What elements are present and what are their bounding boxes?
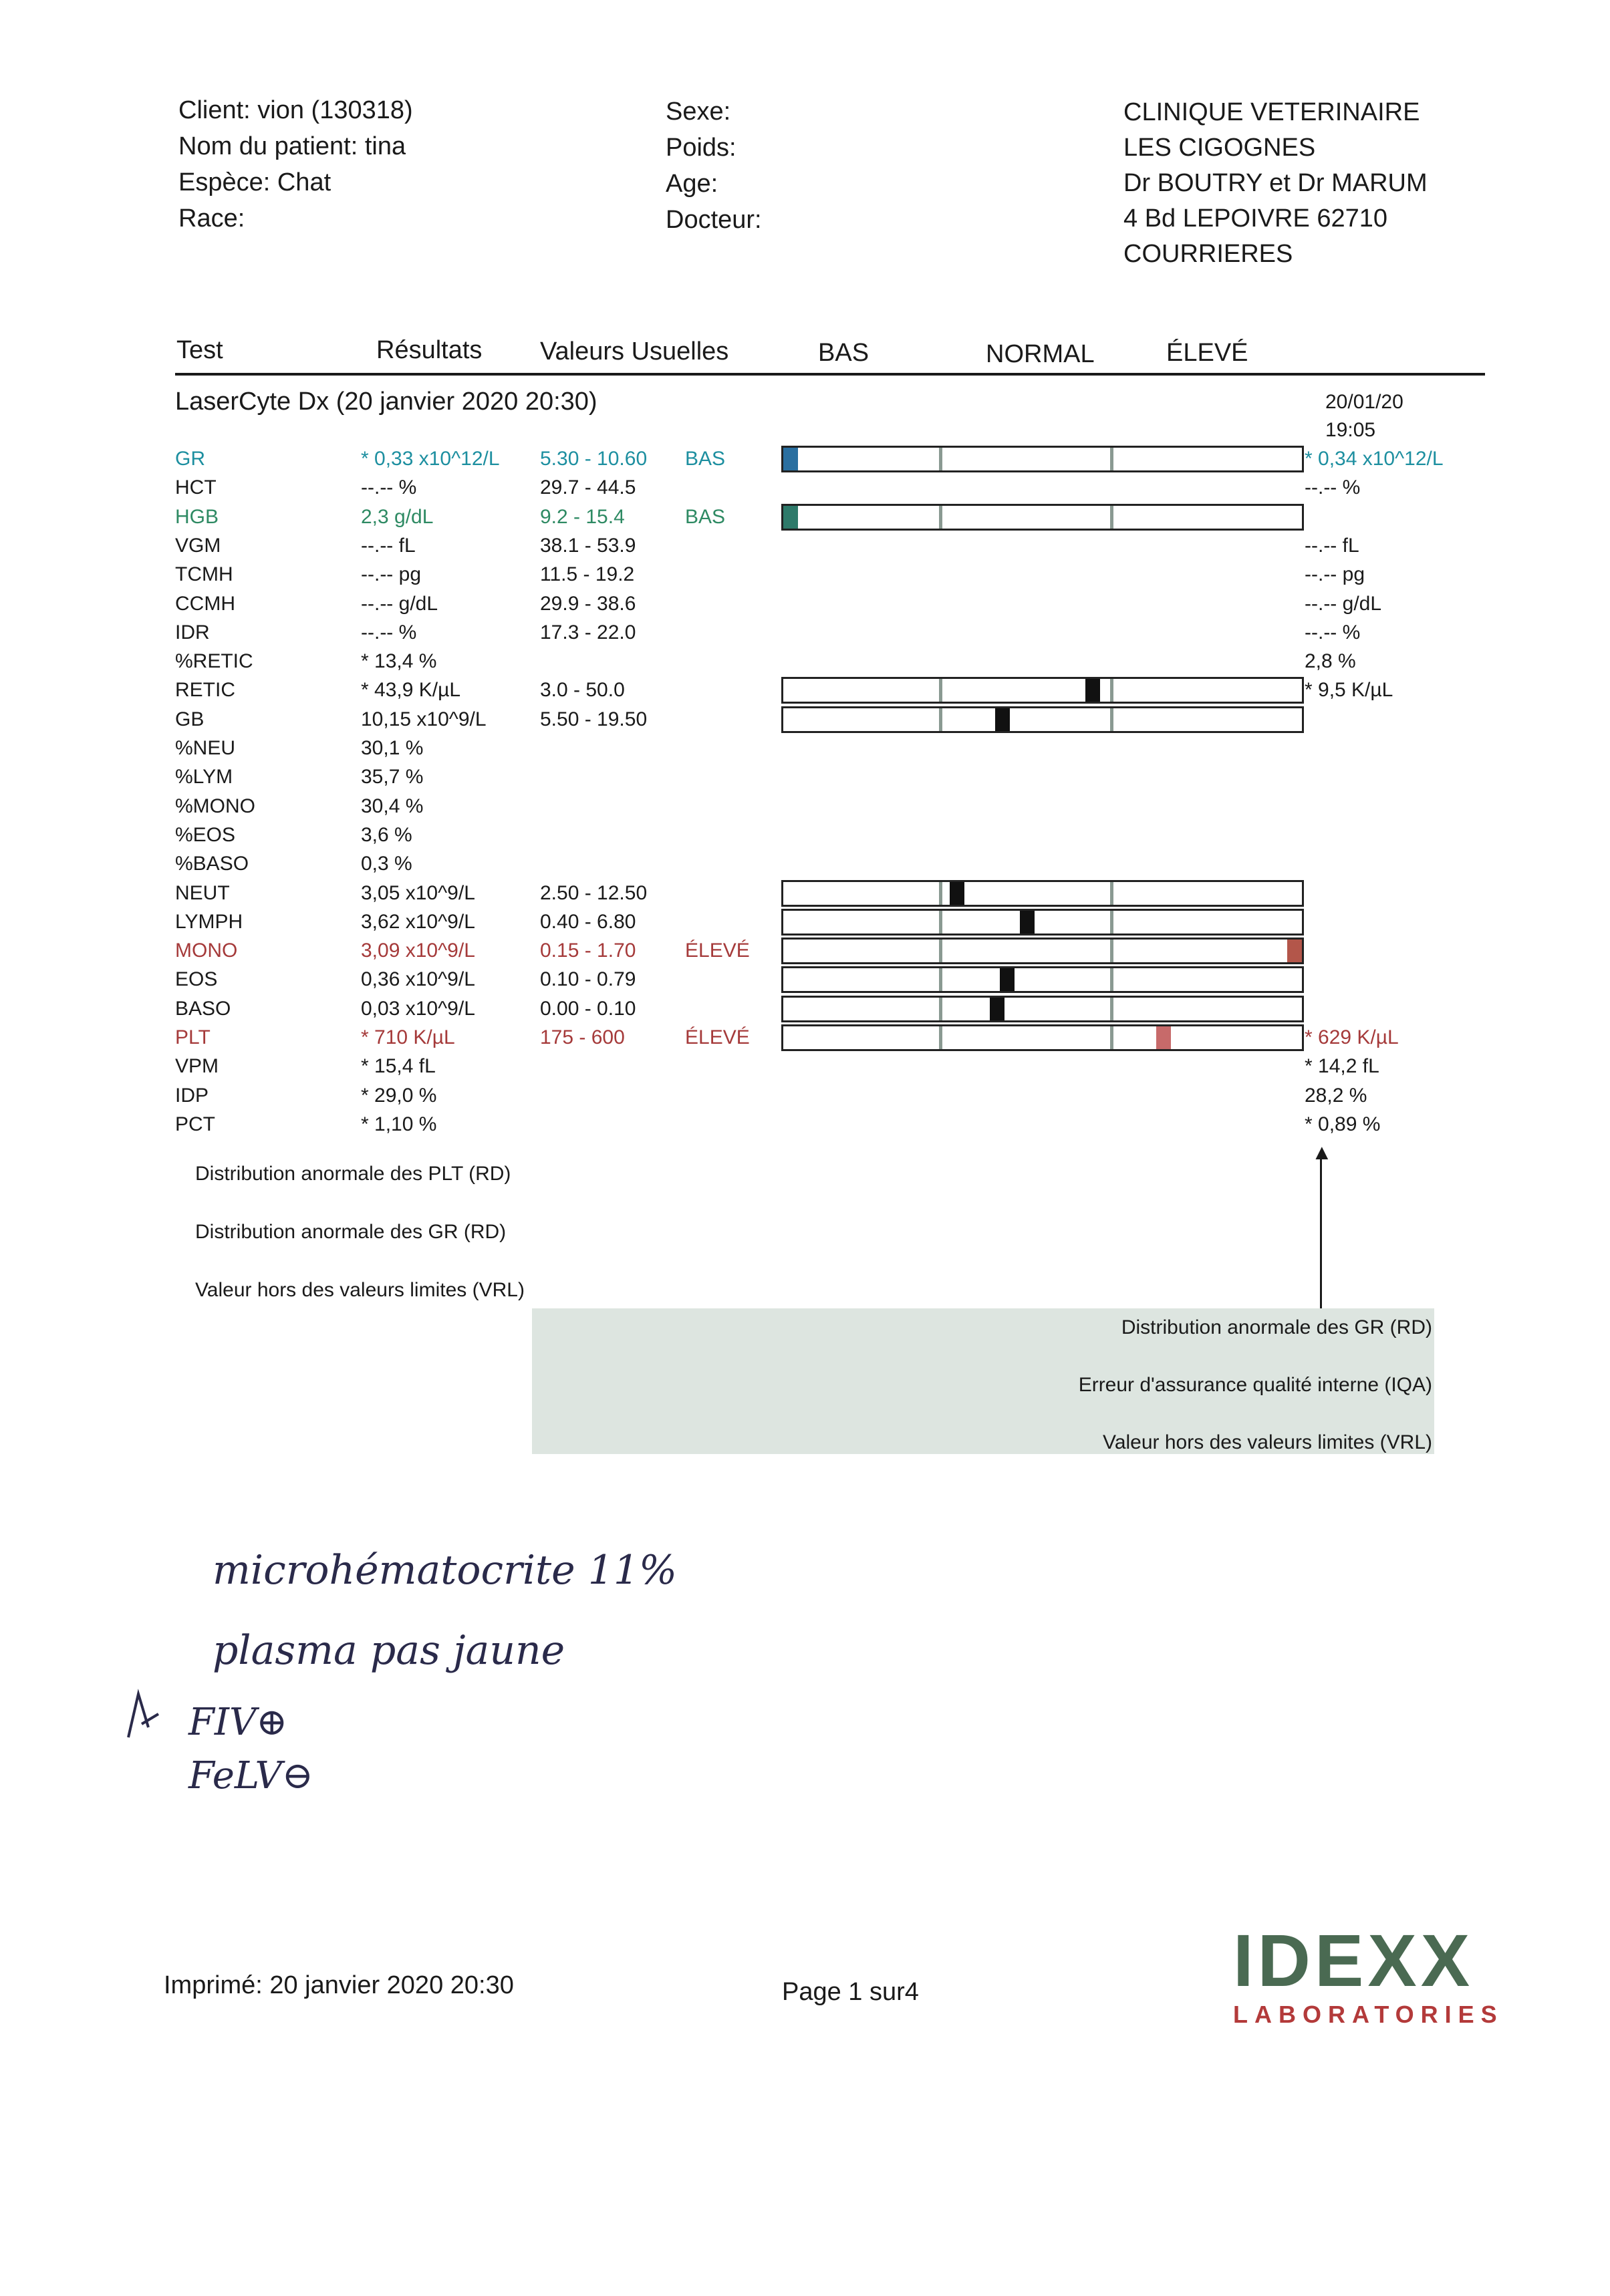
test-name: %NEU <box>175 737 236 759</box>
clinic-line: COURRIERES <box>1123 240 1293 268</box>
test-result: * 43,9 K/µL <box>361 679 461 702</box>
prev-note: Distribution anormale des GR (RD) <box>1121 1316 1432 1338</box>
species-line: Espèce: Chat <box>178 168 331 196</box>
test-result: 30,4 % <box>361 795 424 817</box>
sex-line: Sexe: <box>666 98 731 126</box>
test-range: 0.00 - 0.10 <box>540 997 636 1020</box>
printed-date: Imprimé: 20 janvier 2020 20:30 <box>164 1971 514 1999</box>
test-range: 0.40 - 6.80 <box>540 910 636 933</box>
test-result: * 0,33 x10^12/L <box>361 448 500 470</box>
test-range: 11.5 - 19.2 <box>540 563 635 586</box>
gauge-divider <box>939 1026 942 1049</box>
test-range: 0.10 - 0.79 <box>540 968 636 991</box>
test-name: %BASO <box>175 853 249 875</box>
gauge-marker <box>990 998 1004 1020</box>
handwritten-fiv: FIV⊕ <box>188 1701 288 1744</box>
col-high: ÉLEVÉ <box>1166 339 1248 367</box>
test-range: 9.2 - 15.4 <box>540 505 625 528</box>
note-vrl: Valeur hors des valeurs limites (VRL) <box>195 1279 525 1301</box>
range-gauge <box>781 677 1304 704</box>
gauge-divider <box>1110 1026 1113 1049</box>
weight-line: Poids: <box>666 134 736 162</box>
clinic-address <box>1123 95 1428 272</box>
test-result: * 1,10 % <box>361 1113 437 1135</box>
gauge-divider <box>939 679 942 702</box>
range-gauge <box>781 504 1304 531</box>
test-range: 2.50 - 12.50 <box>540 881 648 904</box>
handwritten-note: microhématocrite 11% <box>213 1547 678 1594</box>
gauge-marker <box>1156 1026 1171 1049</box>
gauge-divider <box>939 940 942 962</box>
notes <box>195 1163 525 1302</box>
patient-line: Nom du patient: tina <box>178 132 406 160</box>
note-gr: Distribution anormale des GR (RD) <box>195 1221 507 1243</box>
handwritten-arrow-icon <box>122 1687 168 1741</box>
gauge-marker <box>1020 911 1035 934</box>
test-name: NEUT <box>175 881 230 904</box>
client-line: Client: vion (130318) <box>178 96 413 124</box>
gauge-divider <box>939 708 942 731</box>
gauge-divider <box>1110 940 1113 962</box>
test-name: VPM <box>175 1055 219 1078</box>
prev-result: 28,2 % <box>1305 1084 1367 1107</box>
header-divider <box>175 373 1485 376</box>
test-range: 17.3 - 22.0 <box>540 621 636 643</box>
prev-notes <box>1079 1316 1432 1454</box>
clinic-line: LES CIGOGNES <box>1123 134 1316 162</box>
col-low: BAS <box>818 339 869 367</box>
test-name: PCT <box>175 1113 215 1135</box>
clinic-line: Dr BOUTRY et Dr MARUM <box>1123 169 1428 197</box>
range-gauge <box>781 1024 1304 1051</box>
test-result: 3,6 % <box>361 823 412 846</box>
test-name: PLT <box>175 1026 211 1048</box>
test-flag: ÉLEVÉ <box>685 1026 750 1048</box>
test-result: --.-- pg <box>361 563 421 586</box>
test-name: %EOS <box>175 823 236 846</box>
test-name: EOS <box>175 968 218 991</box>
test-range: 5.30 - 10.60 <box>540 448 648 470</box>
test-range: 29.9 - 38.6 <box>540 592 636 615</box>
client-info <box>178 92 413 237</box>
test-name: HCT <box>175 476 217 499</box>
range-gauge <box>781 996 1304 1022</box>
gauge-divider <box>939 998 942 1020</box>
gauge-divider <box>1110 911 1113 934</box>
test-name: HGB <box>175 505 219 528</box>
test-result: 3,09 x10^9/L <box>361 940 475 962</box>
prev-note: Valeur hors des valeurs limites (VRL) <box>1103 1431 1432 1453</box>
col-normal: NORMAL <box>986 340 1095 368</box>
clinic-line: CLINIQUE VETERINAIRE <box>1123 98 1420 126</box>
col-test: Test <box>176 336 223 364</box>
gauge-divider <box>939 448 942 470</box>
prev-result: --.-- pg <box>1305 563 1365 586</box>
prev-date: 20/01/20 <box>1325 391 1403 413</box>
test-name: RETIC <box>175 679 235 702</box>
test-result: 35,7 % <box>361 766 424 788</box>
prev-result: --.-- % <box>1305 621 1361 643</box>
test-range: 175 - 600 <box>540 1026 625 1048</box>
test-name: GB <box>175 708 205 730</box>
test-name: %RETIC <box>175 650 253 673</box>
brand-sub: LABORATORIES <box>1233 2001 1504 2028</box>
test-result: --.-- % <box>361 621 417 643</box>
age-line: Age: <box>666 170 718 198</box>
test-name: BASO <box>175 997 231 1020</box>
prev-result: * 629 K/µL <box>1305 1026 1399 1048</box>
range-gauge <box>781 706 1304 733</box>
test-result: * 710 K/µL <box>361 1026 455 1048</box>
prev-result: * 14,2 fL <box>1305 1055 1379 1078</box>
test-name: GR <box>175 448 205 470</box>
brand-name: IDEXX <box>1233 1920 1474 2002</box>
arrow-up-icon: ▲ <box>1311 1140 1333 1164</box>
handwritten-felv: FeLV⊖ <box>188 1754 313 1798</box>
col-usual: Valeurs Usuelles <box>540 337 729 366</box>
test-result: --.-- fL <box>361 534 416 557</box>
range-gauge <box>781 938 1304 964</box>
range-gauge <box>781 880 1304 907</box>
clinic-line: 4 Bd LEPOIVRE 62710 <box>1123 204 1388 233</box>
test-name: CCMH <box>175 592 235 615</box>
doctor-line: Docteur: <box>666 206 762 234</box>
gauge-divider <box>1110 998 1113 1020</box>
test-result: 0,36 x10^9/L <box>361 968 475 991</box>
range-gauge <box>781 966 1304 993</box>
handwritten-note: plasma pas jaune <box>213 1627 565 1674</box>
test-result: 30,1 % <box>361 737 424 759</box>
test-result: 3,05 x10^9/L <box>361 881 475 904</box>
test-result: * 29,0 % <box>361 1084 437 1107</box>
prev-note: Erreur d'assurance qualité interne (IQA) <box>1078 1374 1432 1396</box>
gauge-marker <box>995 708 1010 731</box>
test-name: LYMPH <box>175 910 243 933</box>
test-result: 2,3 g/dL <box>361 505 434 528</box>
test-name: %MONO <box>175 795 255 817</box>
test-flag: BAS <box>685 448 726 470</box>
gauge-divider <box>1110 448 1113 470</box>
prev-result: * 0,89 % <box>1305 1113 1381 1135</box>
test-result: * 13,4 % <box>361 650 437 673</box>
test-result: * 15,4 fL <box>361 1055 436 1078</box>
test-name: IDP <box>175 1084 209 1107</box>
breed-line: Race: <box>178 204 245 233</box>
test-name: IDR <box>175 621 210 643</box>
gauge-divider <box>1110 506 1113 529</box>
gauge-marker <box>783 506 798 529</box>
test-result: 0,3 % <box>361 853 412 875</box>
run-title: LaserCyte Dx (20 janvier 2020 20:30) <box>175 388 597 416</box>
gauge-divider <box>1110 968 1113 991</box>
idexx-logo <box>1233 1920 1514 2029</box>
test-result: --.-- g/dL <box>361 592 438 615</box>
gauge-marker <box>783 448 798 470</box>
range-gauge <box>781 909 1304 936</box>
test-result: --.-- % <box>361 476 417 499</box>
test-result: 10,15 x10^9/L <box>361 708 487 730</box>
test-range: 5.50 - 19.50 <box>540 708 648 730</box>
test-name: TCMH <box>175 563 233 586</box>
test-range: 38.1 - 53.9 <box>540 534 636 557</box>
test-name: VGM <box>175 534 221 557</box>
test-name: MONO <box>175 940 238 962</box>
prev-result: --.-- fL <box>1305 534 1359 557</box>
prev-result: --.-- % <box>1305 476 1361 499</box>
prev-time: 19:05 <box>1325 419 1376 441</box>
gauge-marker <box>1085 679 1100 702</box>
gauge-divider <box>939 506 942 529</box>
gauge-divider <box>939 968 942 991</box>
test-flag: ÉLEVÉ <box>685 940 750 962</box>
prev-result: * 9,5 K/µL <box>1305 679 1393 702</box>
test-name: %LYM <box>175 766 233 788</box>
patient-details <box>666 94 762 238</box>
gauge-divider <box>939 911 942 934</box>
gauge-divider <box>1110 708 1113 731</box>
prev-result: --.-- g/dL <box>1305 592 1382 615</box>
range-gauge <box>781 446 1304 472</box>
gauge-divider <box>1110 679 1113 702</box>
test-result: 3,62 x10^9/L <box>361 910 475 933</box>
test-flag: BAS <box>685 505 726 528</box>
test-result: 0,03 x10^9/L <box>361 997 475 1020</box>
note-plt: Distribution anormale des PLT (RD) <box>195 1163 511 1185</box>
col-results: Résultats <box>376 336 483 364</box>
gauge-marker <box>950 882 964 905</box>
test-range: 0.15 - 1.70 <box>540 940 636 962</box>
gauge-divider <box>1110 882 1113 905</box>
prev-result: * 0,34 x10^12/L <box>1305 448 1444 470</box>
arrow-shaft <box>1320 1153 1322 1313</box>
gauge-marker <box>1287 940 1302 962</box>
gauge-marker <box>1000 968 1015 991</box>
test-range: 3.0 - 50.0 <box>540 679 625 702</box>
page-number: Page 1 sur4 <box>782 1978 919 2006</box>
gauge-divider <box>939 882 942 905</box>
test-range: 29.7 - 44.5 <box>540 476 636 499</box>
prev-result: 2,8 % <box>1305 650 1356 673</box>
